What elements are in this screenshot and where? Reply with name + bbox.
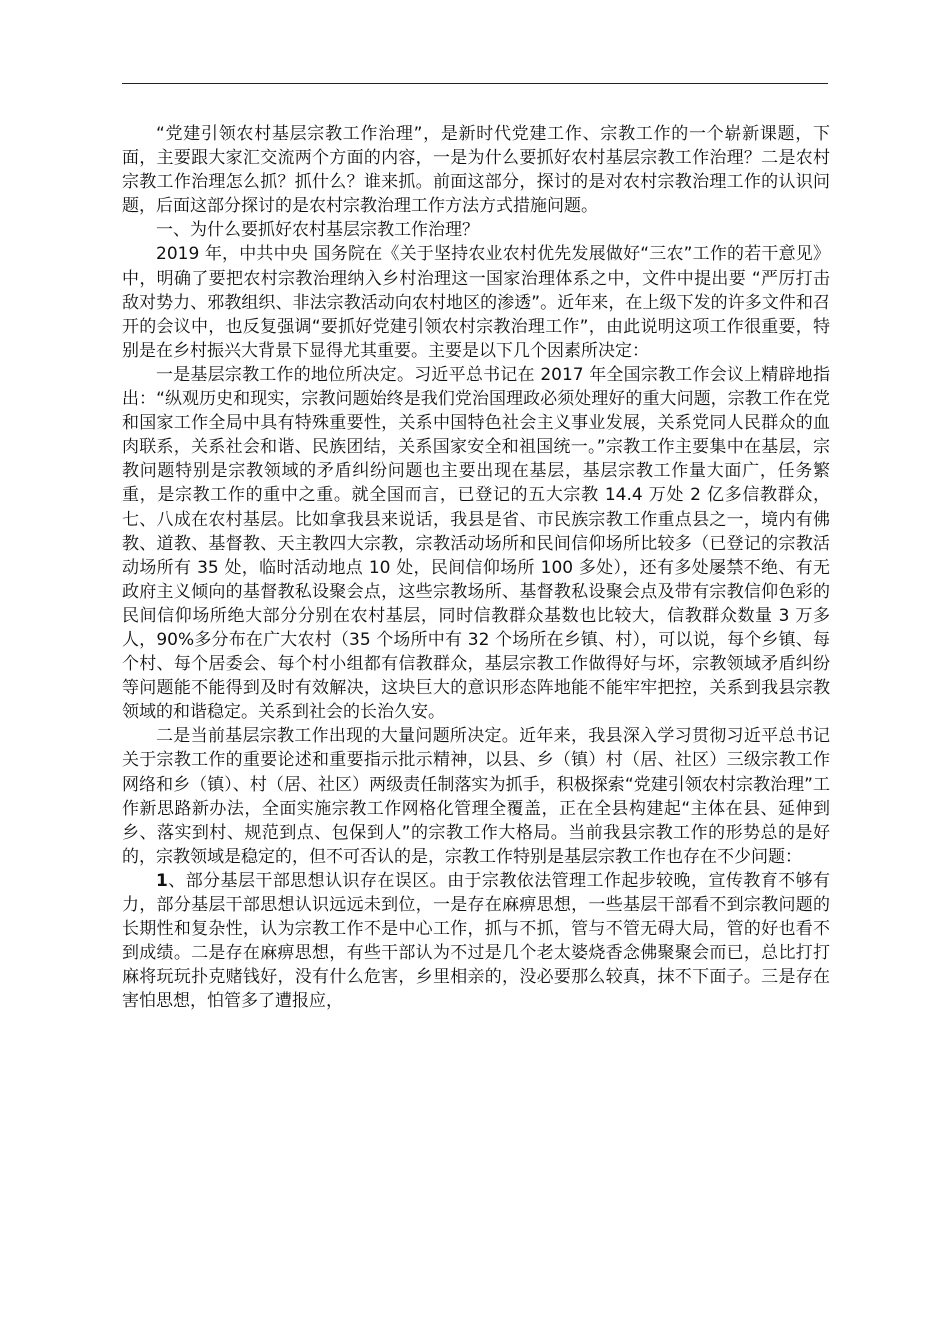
paragraph-text: 二是当前基层宗教工作出现的大量问题所决定。近年来，我县深入学习贯彻习近平总书记关于宗教工作的重要论述和重要指示批示精神，以县、乡（镇）村（居、社区）三级宗教工作网络和乡（镇）、村（居、社区）两级责任制落实为抓手，积极探索“党建引领农村宗教治理”工作新思路新办法，全面实施宗教工作网格化管理全覆盖，正在全县构建起“主体在县、延伸到乡、落实到村、规范到点、包保到人”的宗教工作大格局。当前我县宗教工作的形势总的是好的，宗教领域是稳定的，但不可否认的是，宗教工作特别是基层宗教工作也存在不少问题： <box>122 726 830 867</box>
paragraph-item-1 <box>122 869 830 1014</box>
paragraph-point-one <box>122 363 830 724</box>
paragraph-point-two <box>122 724 830 869</box>
section-heading-1 <box>122 218 830 242</box>
paragraph-text: 一是基层宗教工作的地位所决定。习近平总书记在 2017 年全国宗教工作会议上精辟地指出：“纵观历史和现实，宗教问题始终是我们党治国理政必须处理好的重大问题，宗教工作在党和国家工作全局中具有特殊重要性，关系中国特色社会主义事业发展，关系党同人民群众的血肉联系，关系社会和谐、民族团结，关系国家安全和祖国统一。”宗教工作主要集中在基层，宗教问题特别是宗教领域的矛盾纠纷问题也主要出现在基层，基层宗教工作量大面广，任务繁重，是宗教工作的重中之重。就全国而言，已登记的五大宗教 14.4 万处 2 亿多信教群众，七、八成在农村基层。比如拿我县来说话，我县是省、市民族宗教工作重点县之一，境内有佛教、道教、基督教、天主教四大宗教，宗教活动场所和民间信仰场所比较多（已登记的宗教活动场所有 35 处，临时活动地点 10 处，民间信仰场所 100 多处），还有多处屡禁不绝、有无政府主义倾向的基督教私设聚会点，这些宗教场所、基督教私设聚会点及带有宗教信仰色彩的民间信仰场所绝大部分分别在农村基层，同时信教群众基数也比较大，信教群众数量 3 万多人，90%多分布在广大农村（35 个场所中有 32 个场所在乡镇、村），可以说，每个乡镇、每个村、每个居委会、每个村小组都有信教群众，基层宗教工作做得好与坏，宗教领域矛盾纠纷等问题能不能得到及时有效解决，这块巨大的意识形态阵地能不能牢牢把控，关系到我县宗教领域的和谐稳定。关系到社会的长治久安。 <box>122 364 830 723</box>
header-rule <box>122 83 828 84</box>
paragraph-text: 2019 年，中共中央 国务院在《关于坚持农业农村优先发展做好“三农”工作的若干意见》中，明确了要把农村宗教治理纳入乡村治理这一国家治理体系之中，文件中提出要 “严厉打击敌对势力、邪教组织、非法宗教活动向农村地区的渗透”。近年来，在上级下发的许多文件和召开的会议中，也反复强调“要抓好党建引领农村宗教治理工作”，由此说明这项工作很重要，特别是在乡村振兴大背景下显得尤其重要。主要是以下几个因素所决定： <box>122 244 830 361</box>
document-body <box>122 122 830 1013</box>
paragraph-text: 、部分基层干部思想认识存在误区。由于宗教依法管理工作起步较晚，宣传教育不够有力，部分基层干部思想认识远远未到位，一是存在麻痹思想，一些基层干部看不到宗教问题的长期性和复杂性，认为宗教工作不是中心工作，抓与不抓，管与不管无碍大局，管的好也看不到成绩。二是存在麻痹思想，有些干部认为不过是几个老太婆烧香念佛聚聚会而已，总比打打麻将玩玩扑克赌钱好，没有什么危害，乡里相亲的，没必要那么较真，抹不下面子。三是存在害怕思想，怕管多了遭报应， <box>122 870 830 1012</box>
paragraph-text: “党建引领农村基层宗教工作治理”，是新时代党建工作、宗教工作的一个崭新课题，下面，主要跟大家汇交流两个方面的内容，一是为什么要抓好农村基层宗教工作治理？二是农村宗教工作治理怎么抓？抓什么？谁来抓。前面这部分，探讨的是对农村宗教治理工作的认识问题，后面这部分探讨的是农村宗教治理工作方法方式措施问题。 <box>122 124 830 217</box>
paragraph-intro <box>122 122 830 218</box>
paragraph-2019-opinion <box>122 242 830 362</box>
paragraph-text: 一、为什么要抓好农村基层宗教工作治理？ <box>156 220 479 241</box>
item-number: 1 <box>156 870 168 891</box>
